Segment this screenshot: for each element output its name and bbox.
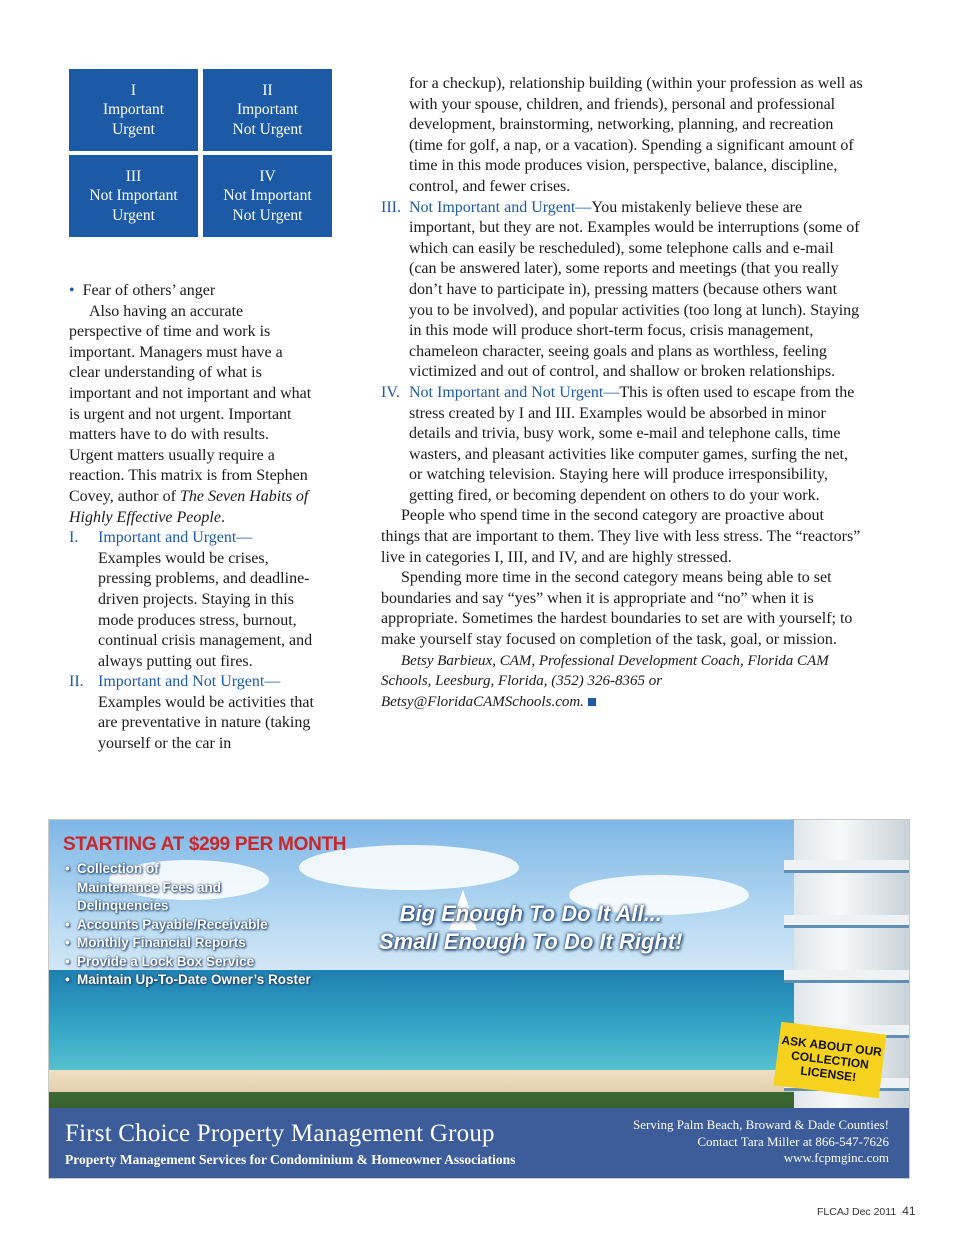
body-paragraph: Spending more time in the second category means being able to set boundaries and say “yes” when it is appropriate and “no” when it is appropriate. Sometimes the hardest boundaries to set are with yourself; to make yourself stay focused on completion of the task, goal, or mission.	[381, 569, 853, 649]
matrix-cell-line1: Not Important	[89, 187, 178, 205]
matrix-cell-not-important-urgent	[69, 155, 198, 237]
bullet-icon: •	[69, 282, 75, 299]
company-tagline: Property Management Services for Condominium & Homeowner Associations	[65, 1152, 516, 1167]
matrix-cell-important-not-urgent	[203, 69, 332, 151]
time-management-matrix	[69, 69, 330, 240]
item-body: Examples would be crises, pressing problems, and deadline-driven projects. Staying in this mode produces stress, burnout, continual crisis management, and always putting out fires.	[98, 549, 313, 670]
item-number: IV.	[381, 383, 400, 401]
body-paragraph	[69, 302, 317, 529]
item-number: I.	[69, 529, 79, 547]
services-list	[65, 860, 311, 990]
collection-license-badge: ASK ABOUT OUR COLLECTION LICENSE!	[773, 1022, 886, 1098]
company-name: First Choice Property Management Group	[65, 1120, 495, 1147]
matrix-cell-line2: Not Urgent	[232, 120, 303, 138]
author-signature	[381, 651, 864, 713]
advertisement[interactable]	[48, 819, 910, 1179]
website-link[interactable]: www.fcpmginc.com	[783, 1150, 889, 1165]
service-item: • Accounts Payable/Receivable	[65, 916, 311, 935]
list-item-not-important-urgent	[381, 198, 864, 383]
contact-person: Contact Tara Miller at 866-547-7626	[697, 1133, 889, 1149]
matrix-cell-number: III	[125, 167, 142, 185]
matrix-cell-line1: Important	[102, 101, 165, 119]
matrix-cell-line2: Not Urgent	[232, 206, 303, 224]
list-item-important-not-urgent	[69, 672, 317, 754]
item-body: This is often used to escape from the stress created by I and III. Examples would be absorbed in minor details and trivia, busy work, some e-mail and telephone calls, time wasters, and pleasant activities like computer games, surfing the net, or watching television. Staying here will produce irresponsibility, getting fired, or becoming dependent on others to do your work.	[409, 383, 855, 504]
paragraph-end: .	[220, 508, 225, 526]
contact-info	[633, 1117, 889, 1167]
ad-slogan	[379, 900, 682, 956]
service-item: • Collection of Maintenance Fees and Delinquencies	[65, 860, 227, 916]
ad-footer	[49, 1108, 909, 1178]
matrix-cell-line2: Urgent	[112, 120, 155, 138]
matrix-cell-line2: Urgent	[112, 206, 155, 224]
matrix-cell-number: II	[262, 81, 273, 99]
list-item-not-important-not-urgent	[381, 383, 864, 507]
balcony-icon	[784, 915, 909, 928]
item-number: II.	[69, 673, 84, 691]
matrix-cell-line1: Important	[236, 101, 299, 119]
item-heading: Important and Not Urgent—	[98, 673, 281, 691]
slogan-line-1: Big Enough To Do It All...	[399, 901, 662, 926]
book-title: The Seven Habits of Highly Effective People	[69, 487, 309, 526]
balcony-icon	[784, 860, 909, 873]
matrix-cell-number: I	[130, 81, 137, 99]
item-heading: Important and Urgent—	[98, 529, 253, 547]
item-heading: Not Important and Not Urgent—	[409, 383, 620, 401]
service-item: • Provide a Lock Box Service	[65, 953, 311, 972]
page-number: 41	[902, 1204, 916, 1218]
service-item: • Monthly Financial Reports	[65, 934, 311, 953]
service-area: Serving Palm Beach, Broward & Dade Counties!	[633, 1117, 889, 1132]
page-folio	[817, 1204, 916, 1218]
service-item: • Maintain Up-To-Date Owner’s Roster	[65, 971, 311, 990]
end-mark-icon	[588, 698, 596, 706]
bullet-item	[69, 281, 317, 302]
body-paragraph: People who spend time in the second category are proactive about things that are important to them. They live with less stress. The “reactors” live in categories I, III, and IV, and are highly stressed.	[381, 507, 861, 566]
item-body: Examples would be activities that are preventative in nature (taking yourself or the car in	[98, 693, 314, 753]
item-heading: Not Important and Urgent—	[409, 198, 592, 216]
list-item-important-urgent	[69, 528, 317, 672]
continued-text: for a checkup), relationship building (within your profession as well as with your spouse, children, and friends), personal and professional development, brainstorming, networking, planning, and recreation (time for golf, a nap, or a vacation). Spending a significant amount of time in this mode produces vision, perspective, balance, discipline, control, and fewer crises.	[409, 75, 863, 195]
publication-issue: FLCAJ Dec 2011	[817, 1206, 897, 1218]
matrix-cell-line1: Not Important	[223, 187, 312, 205]
balcony-icon	[784, 970, 909, 983]
paragraph-text: Also having an accurate perspective of time and work is important. Managers must have a clear understanding of what is important and not important and what is urgent and not urgent. Important matters have to do with results. Urgent matters usually require a reaction. This matrix is from Stephen Covey, author of	[69, 302, 312, 505]
item-number: III.	[381, 198, 401, 216]
left-column	[69, 281, 317, 755]
ad-headline: STARTING AT $299 PER MONTH	[63, 834, 347, 855]
matrix-cell-number: IV	[259, 167, 276, 185]
signature-text: Betsy Barbieux, CAM, Professional Development Coach, Florida CAM Schools, Leesburg, Florida, (352) 326-8365 or Betsy@FloridaCAMSchools.com.	[381, 652, 829, 710]
item-body: You mistakenly believe these are important, but they are not. Examples would be interruptions (some of which can easily be rescheduled), some telephone calls and e-mail (can be answered later), some reports and meetings (that you really don’t have to participate in), pressing matters (because others want you to be involved), and popular activities (too long at lunch). Staying in this mode will produce short-term focus, crisis management, chameleon character, seeing goals and plans as worthless, feeling victimized and out of control, and shallow or broken relationships.	[409, 198, 860, 381]
bullet-text: Fear of others’ anger	[82, 282, 216, 299]
right-column	[381, 74, 864, 712]
matrix-cell-not-important-not-urgent	[203, 155, 332, 237]
slogan-line-2: Small Enough To Do It Right!	[379, 929, 683, 954]
matrix-cell-important-urgent	[69, 69, 198, 151]
